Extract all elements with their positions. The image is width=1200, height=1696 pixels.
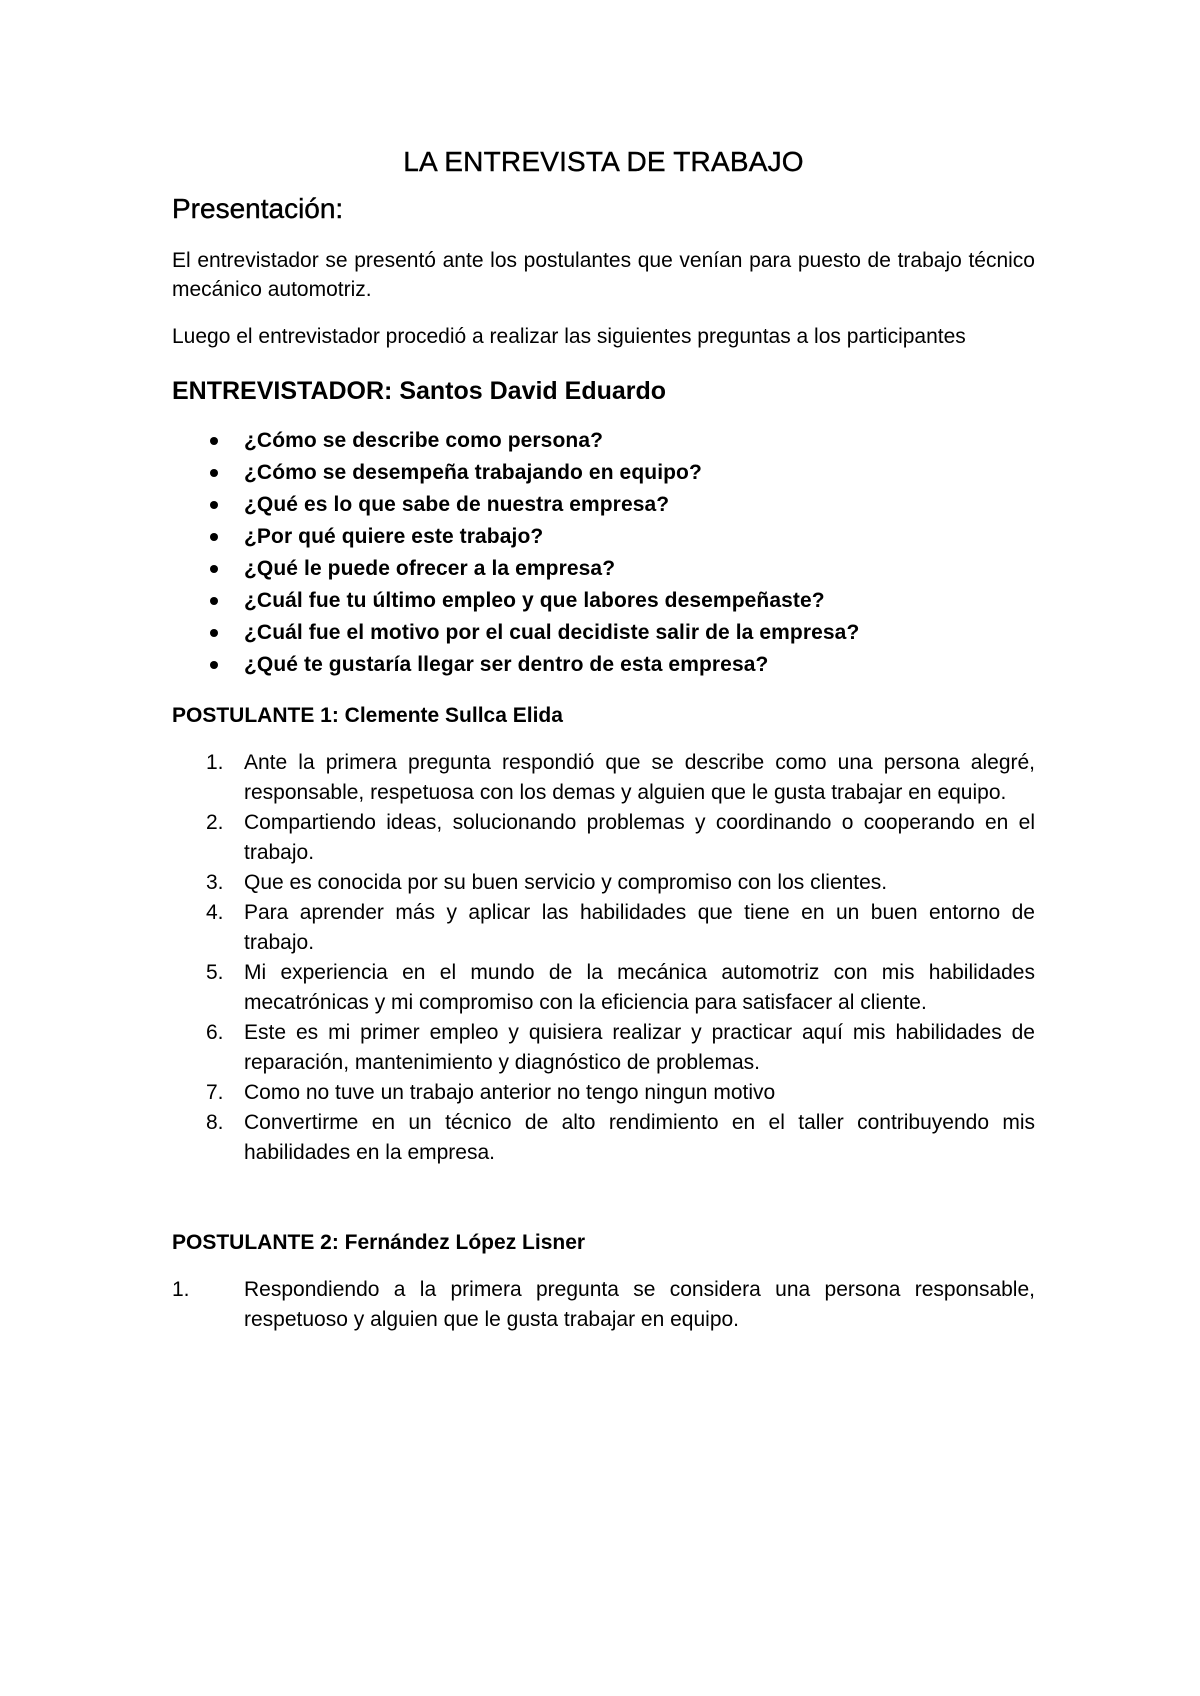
question-item [244, 457, 1035, 489]
answer-item [206, 1078, 1035, 1108]
answer-text: Este es mi primer empleo y quisiera realizar y practicar aquí mis habilidades de reparación, mantenimiento y diagnóstico de problemas. [244, 1021, 1035, 1074]
questions-list [172, 425, 1035, 681]
answer-number: 3. [206, 871, 224, 894]
postulante-1-heading: POSTULANTE 1: Clemente Sullca Elida [172, 704, 563, 727]
question-item [244, 553, 1035, 585]
answer-item [206, 958, 1035, 1018]
postulante-1-answers [172, 748, 1035, 1168]
questions-intro-paragraph: Luego el entrevistador procedió a realizar las siguientes preguntas a los participantes [172, 325, 966, 348]
presentacion-heading: Presentación: [172, 193, 344, 224]
question-text: ¿Cuál fue el motivo por el cual decidiste salir de la empresa? [244, 621, 860, 644]
bullet-icon [210, 437, 218, 445]
bullet-icon [210, 629, 218, 637]
answer-item [172, 1275, 1035, 1335]
answer-text: Convertirme en un técnico de alto rendimiento en el taller contribuyendo mis habilidades en la empresa. [244, 1111, 1035, 1164]
postulante-2-heading: POSTULANTE 2: Fernández López Lisner [172, 1231, 586, 1254]
bullet-icon [210, 533, 218, 541]
question-text: ¿Cuál fue tu último empleo y que labores desempeñaste? [244, 589, 825, 612]
question-item [244, 489, 1035, 521]
answer-number: 8. [206, 1111, 224, 1134]
question-item [244, 425, 1035, 457]
answer-item [206, 898, 1035, 958]
answer-item [206, 1108, 1035, 1168]
bullet-icon [210, 661, 218, 669]
question-item [244, 521, 1035, 553]
answer-text: Mi experiencia en el mundo de la mecánica automotriz con mis habilidades mecatrónicas y mi compromiso con la eficiencia para satisfacer al cliente. [244, 961, 1035, 1014]
question-text: ¿Por qué quiere este trabajo? [244, 525, 544, 548]
question-text: ¿Qué le puede ofrecer a la empresa? [244, 557, 616, 580]
question-item [244, 617, 1035, 649]
answer-number: 1. [172, 1278, 190, 1301]
answer-text: Respondiendo a la primera pregunta se considera una persona responsable, respetuoso y alguien que le gusta trabajar en equipo. [244, 1278, 1035, 1331]
answer-text: Ante la primera pregunta respondió que se describe como una persona alegré, responsable, respetuosa con los demas y alguien que le gusta trabajar en equipo. [244, 751, 1035, 804]
answer-number: 4. [206, 901, 224, 924]
answer-number: 7. [206, 1081, 224, 1104]
answer-item [206, 748, 1035, 808]
answer-text: Para aprender más y aplicar las habilidades que tiene en un buen entorno de trabajo. [244, 901, 1035, 954]
document-title: LA ENTREVISTA DE TRABAJO [403, 146, 804, 177]
bullet-icon [210, 597, 218, 605]
bullet-icon [210, 501, 218, 509]
answer-text: Compartiendo ideas, solucionando problemas y coordinando o cooperando en el trabajo. [244, 811, 1035, 864]
question-item [244, 649, 1035, 681]
bullet-icon [210, 565, 218, 573]
answer-item [206, 868, 1035, 898]
answer-number: 6. [206, 1021, 224, 1044]
question-text: ¿Qué te gustaría llegar ser dentro de esta empresa? [244, 653, 769, 676]
answer-item [206, 1018, 1035, 1078]
answer-text: Que es conocida por su buen servicio y compromiso con los clientes. [244, 871, 888, 894]
answer-number: 5. [206, 961, 224, 984]
question-text: ¿Qué es lo que sabe de nuestra empresa? [244, 493, 670, 516]
postulante-2-answers [172, 1275, 1035, 1335]
answer-number: 1. [206, 751, 224, 774]
question-text: ¿Cómo se describe como persona? [244, 429, 604, 452]
bullet-icon [210, 469, 218, 477]
question-item [244, 585, 1035, 617]
answer-number: 2. [206, 811, 224, 834]
entrevistador-heading: ENTREVISTADOR: Santos David Eduardo [172, 377, 667, 405]
answer-item [206, 808, 1035, 868]
intro-paragraph: El entrevistador se presentó ante los postulantes que venían para puesto de trabajo técnico mecánico automotriz. [172, 249, 1035, 301]
question-text: ¿Cómo se desempeña trabajando en equipo? [244, 461, 702, 484]
answer-text: Como no tuve un trabajo anterior no tengo ningun motivo [244, 1081, 776, 1104]
